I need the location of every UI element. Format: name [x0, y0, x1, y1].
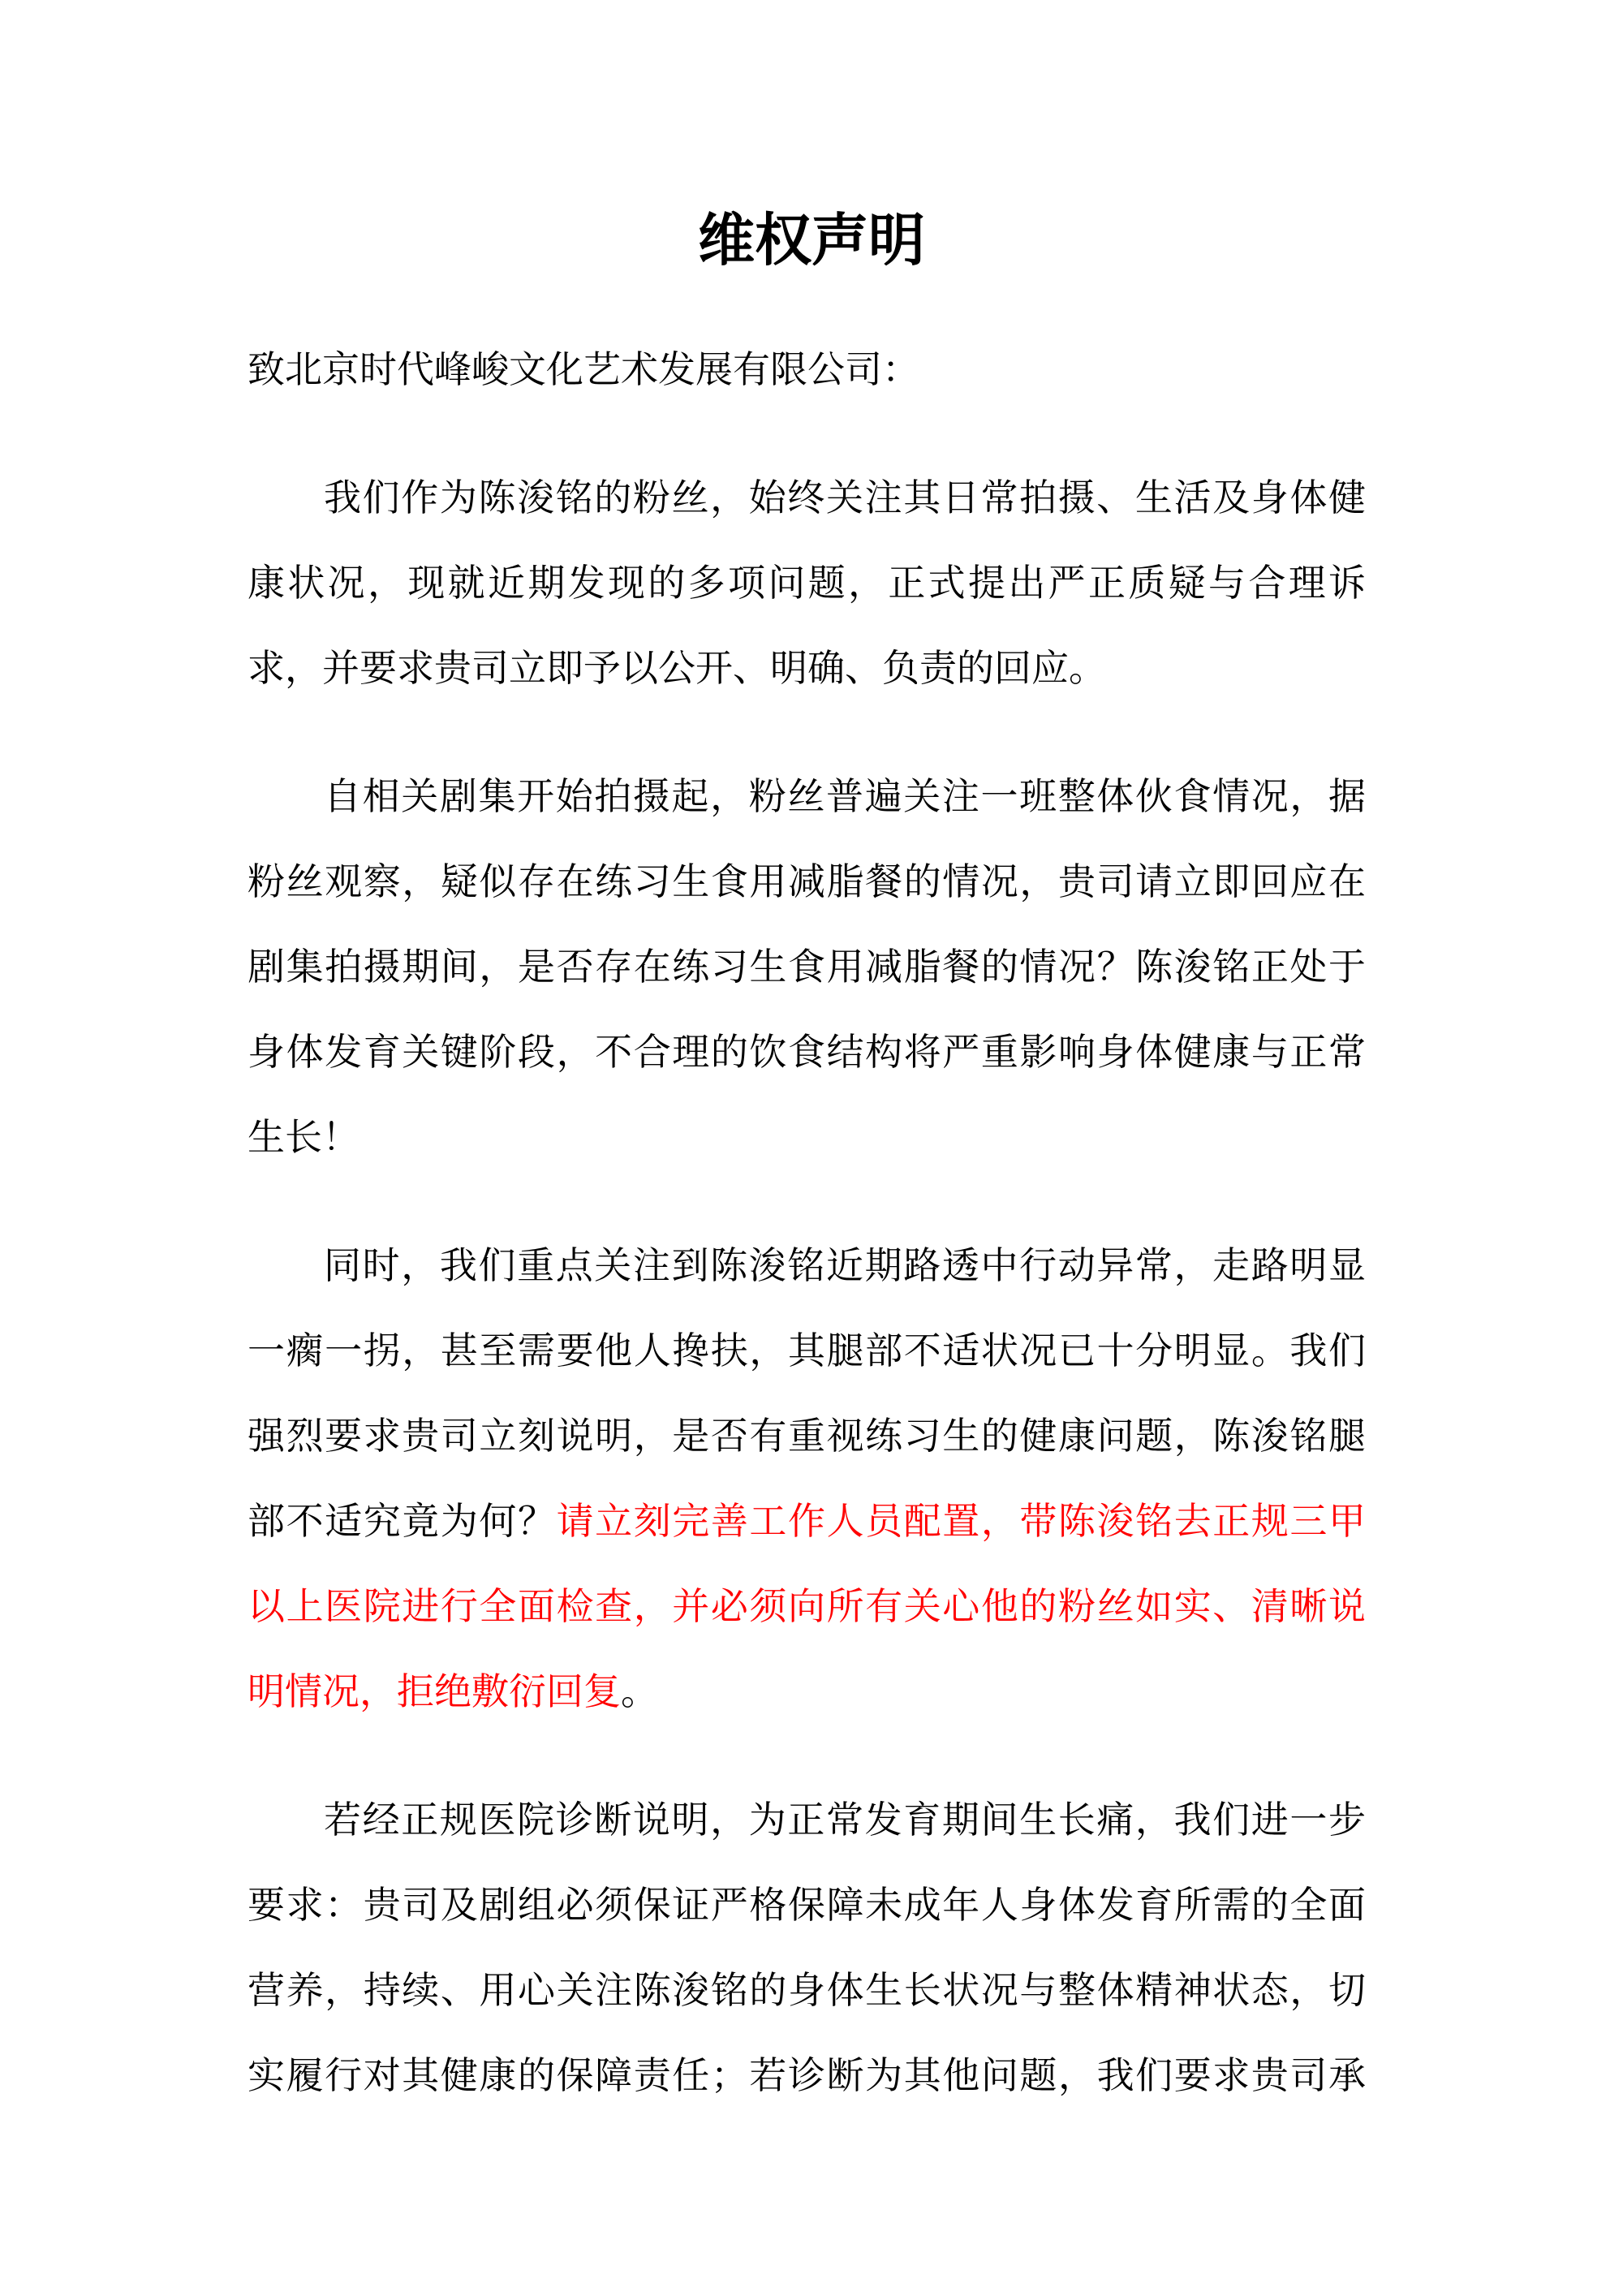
text-line: 生长！ [248, 1115, 359, 1159]
paragraph-2 [248, 754, 1366, 1180]
text-line: 若经正规医院诊断说明，为正常发育期间生长痛，我们进一步 [324, 1798, 1366, 1842]
paragraph-4 [248, 1777, 1366, 2118]
text-line: 求，并要求贵司立即予以公开、明确、负责的回应。 [248, 646, 1106, 690]
text-line: 身体发育关键阶段，不合理的饮食结构将严重影响身体健康与正常 [248, 1030, 1366, 1074]
text-line: 康状况，现就近期发现的多项问题，正式提出严正质疑与合理诉 [248, 561, 1366, 605]
document-body [248, 327, 1366, 2118]
text-line-mixed [248, 1649, 1366, 1734]
text-segment: 。 [621, 1669, 658, 1713]
paragraph-1 [248, 455, 1366, 711]
highlighted-demand: 请立刻完善工作人员配置，带陈浚铭去正规三甲 [556, 1499, 1367, 1543]
text-line: 要求：贵司及剧组必须保证严格保障未成年人身体发育所需的全面 [248, 1883, 1366, 1927]
text-line: 实履行对其健康的保障责任；若诊断为其他问题，我们要求贵司承 [248, 2053, 1366, 2097]
salutation: 致北京时代峰峻文化艺术发展有限公司： [248, 347, 919, 391]
highlighted-demand: 明情况，拒绝敷衍回复 [248, 1669, 621, 1713]
text-line: 剧集拍摄期间，是否存在练习生食用减脂餐的情况？陈浚铭正处于 [248, 945, 1366, 989]
text-line: 粉丝观察，疑似存在练习生食用减脂餐的情况，贵司请立即回应在 [248, 859, 1366, 903]
text-line: 营养，持续、用心关注陈浚铭的身体生长状况与整体精神状态，切 [248, 1968, 1366, 2012]
text-line-mixed [248, 1479, 1366, 1564]
text-line: 我们作为陈浚铭的粉丝，始终关注其日常拍摄、生活及身体健 [324, 476, 1366, 519]
text-line: 自相关剧集开始拍摄起，粉丝普遍关注一班整体伙食情况，据 [324, 774, 1366, 818]
paragraph-3 [248, 1223, 1366, 1734]
highlighted-demand: 以上医院进行全面检查，并必须向所有关心他的粉丝如实、清晰说 [248, 1584, 1366, 1628]
document-title: 维权声明 [698, 206, 925, 274]
text-line: 同时，我们重点关注到陈浚铭近期路透中行动异常，走路明显 [324, 1243, 1366, 1287]
text-line: 一瘸一拐，甚至需要他人搀扶，其腿部不适状况已十分明显。我们 [248, 1329, 1366, 1372]
text-line: 强烈要求贵司立刻说明，是否有重视练习生的健康问题，陈浚铭腿 [248, 1414, 1366, 1458]
text-segment: 部不适究竟为何？ [248, 1499, 557, 1543]
